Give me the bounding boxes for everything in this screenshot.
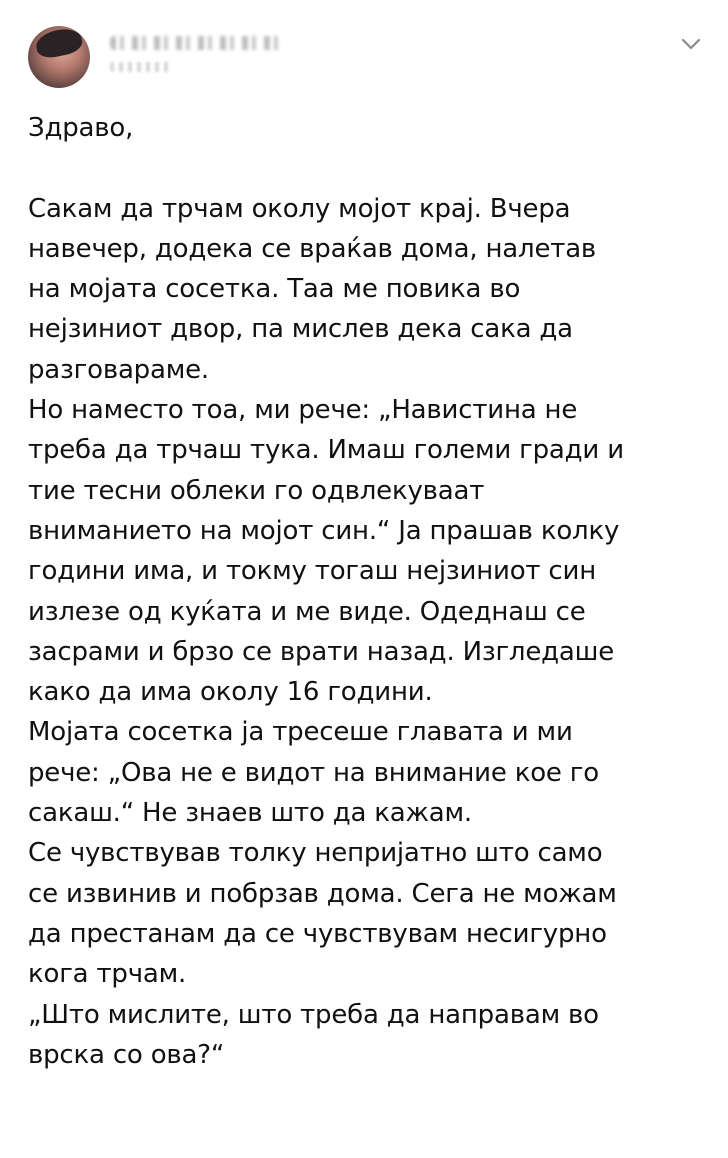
body-line: вниманието на мојот син.“ Ја прашав колку (28, 515, 620, 546)
body-line: кога трчам. (28, 959, 187, 990)
body-line: засрами и брзо се врати назад. Изгледаше (28, 636, 615, 667)
body-line: тие тесни облеки го одвлекуваат (28, 475, 485, 506)
author-handle-blurred (110, 62, 170, 72)
greeting-line: Здраво, (28, 113, 134, 143)
body-line: Се чувствував толку непријатно што само (28, 838, 603, 869)
body-line: години има, и токму тогаш нејзиниот син (28, 556, 597, 587)
chevron-down-icon[interactable] (678, 34, 704, 54)
body-line: Мојата сосетка ја тресеше главата и ми (28, 717, 573, 748)
post-header (0, 0, 728, 100)
body-line: како да има околу 16 години. (28, 677, 433, 708)
body-line: да престанам да се чувствувам несигурно (28, 918, 607, 949)
body-line: на мојата сосетка. Таа ме повика во (28, 274, 521, 305)
body-line: сакаш.“ Не знаев што да кажам. (28, 798, 472, 829)
body-line: врска со ова?“ (28, 1039, 225, 1070)
body-line: Сакам да трчам околу мојот крај. Вчера (28, 193, 571, 224)
author-info (110, 30, 280, 72)
avatar-image (34, 26, 84, 60)
body-line: разговараме. (28, 354, 209, 385)
body-line: нејзиниот двор, па мислев дека сака да (28, 314, 573, 345)
body-line: се извинив и побрзав дома. Сега не можам (28, 878, 617, 909)
body-line: навечер, додека се враќав дома, налетав (28, 233, 597, 264)
avatar[interactable] (28, 26, 90, 88)
author-name-blurred (110, 36, 280, 50)
body-line: рече: „Ова не е видот на внимание кое го (28, 757, 599, 788)
body-line: „Што мислите, што треба да направам во (28, 999, 599, 1030)
body-line: излезе од куќата и ме виде. Одеднаш се (28, 596, 586, 627)
blank-line (28, 148, 728, 188)
body-line: треба да трчаш тука. Имаш големи гради и (28, 435, 624, 466)
post-body (28, 108, 728, 1075)
body-line: Но наместо тоа, ми рече: „Навистина не (28, 395, 578, 426)
